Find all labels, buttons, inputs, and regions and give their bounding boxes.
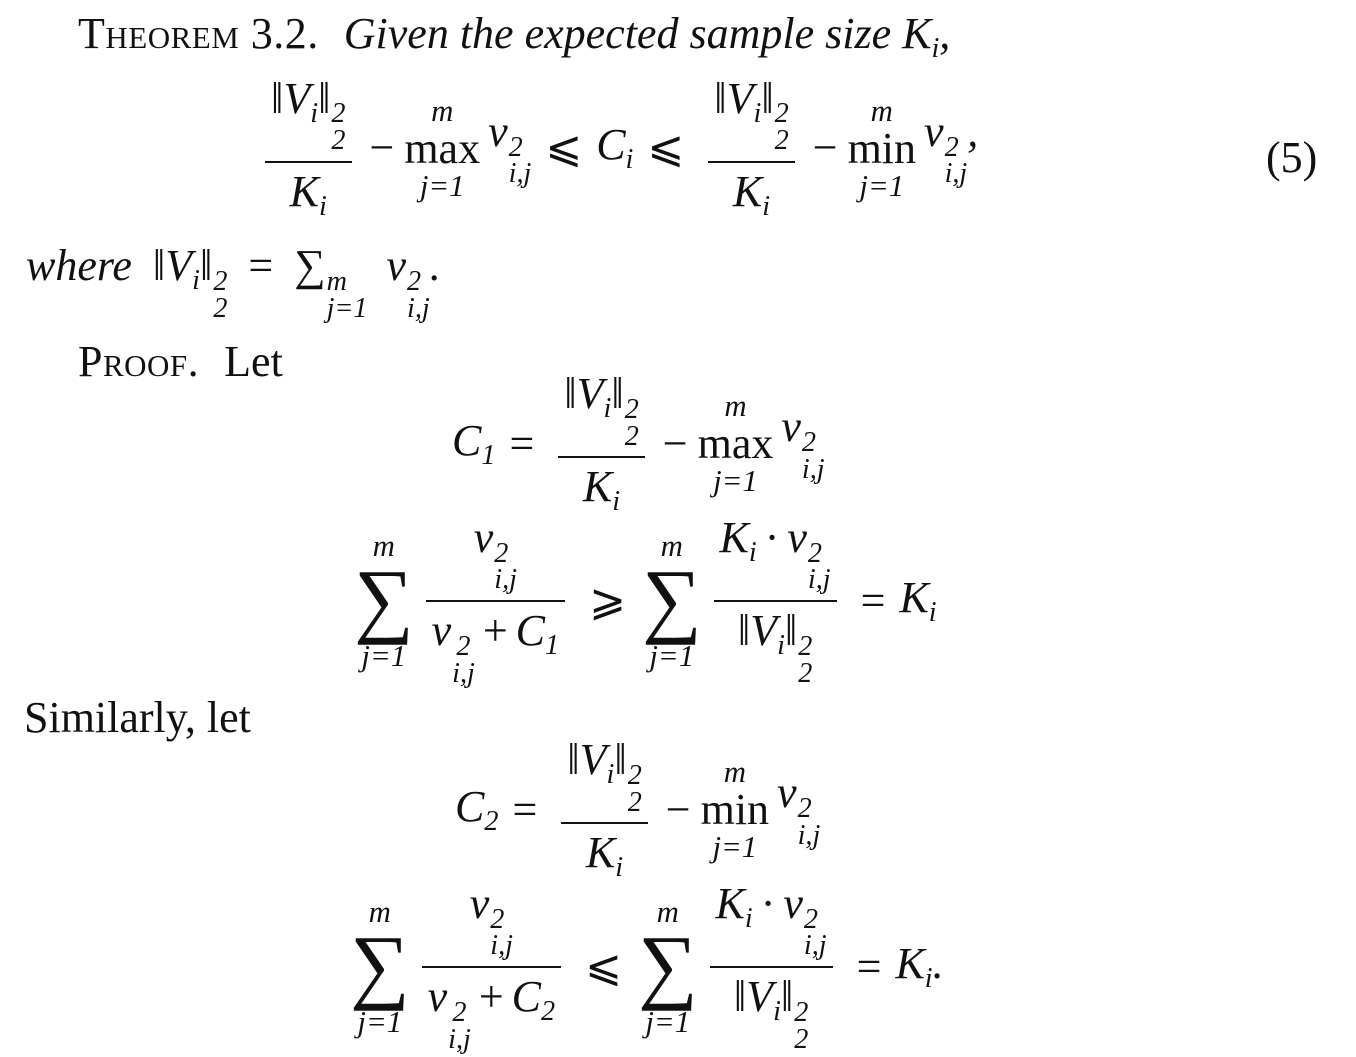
equation-number: (5) [1266,133,1318,182]
similarly-line: Similarly, let [24,693,251,742]
proof-line [78,337,283,386]
eq5-fraction-left: $‖V_i‖$ 2 2 $K_i$ [265,76,352,222]
eq5-max-operator: m max j=1 [404,93,481,203]
c1-definition: $C_1$ = $‖V_i‖$ 2 2 $K_i$ − m max j=1 v 2 i,j [452,369,825,518]
eq5-min-operator: m min j=1 [847,93,917,203]
theorem-label: Theorem 3.2. [78,9,319,58]
equation-5 [255,73,979,222]
eq5-leq-1: ⩽ [545,123,583,173]
where-clause: where $‖V_i‖$ 2 2 = ∑ m j=1 v 2 i,j . [26,241,441,324]
eq5-v-term-2: v 2 i,j , [924,106,979,190]
sum-inequality-2: m ∑ j=1 v 2 i,j v 2 i,j + $C_2$ ⩽ m ∑ j=1 $K_i \cdot v$ 2 i,j $‖V_i‖$ 2 2 = $K_i$. [350,878,944,1055]
eq5-C-i: $C_i$ [596,120,634,176]
c2-definition: $C_2$ = $‖V_i‖$ 2 2 $K_i$ − m min j=1 v 2 i,j [455,735,821,884]
eq5-fraction-right: $‖V_i‖$ 2 2 $K_i$ [708,76,795,222]
sum-operator-2: m ∑ j=1 [350,894,410,1039]
eq5-minus-1: − [369,123,395,173]
eq5-minus-2: − [812,123,838,173]
theorem-statement: Given the expected sample size $K_i$, [343,9,951,64]
eq5-leq-2: ⩽ [647,123,685,173]
proof-label: Proof. [78,337,200,386]
theorem-line [78,9,951,64]
proof-text: Let [224,337,283,386]
sum-inequality-1: m ∑ j=1 v 2 i,j v 2 i,j + $C_1$ ⩾ m ∑ j=1 $K_i \cdot v$ 2 i,j $‖V_i‖$ 2 2 = $K_i$ [354,512,937,689]
sum-operator-1: m ∑ j=1 [354,528,414,673]
eq5-v-term-1: v 2 i,j [488,106,532,190]
